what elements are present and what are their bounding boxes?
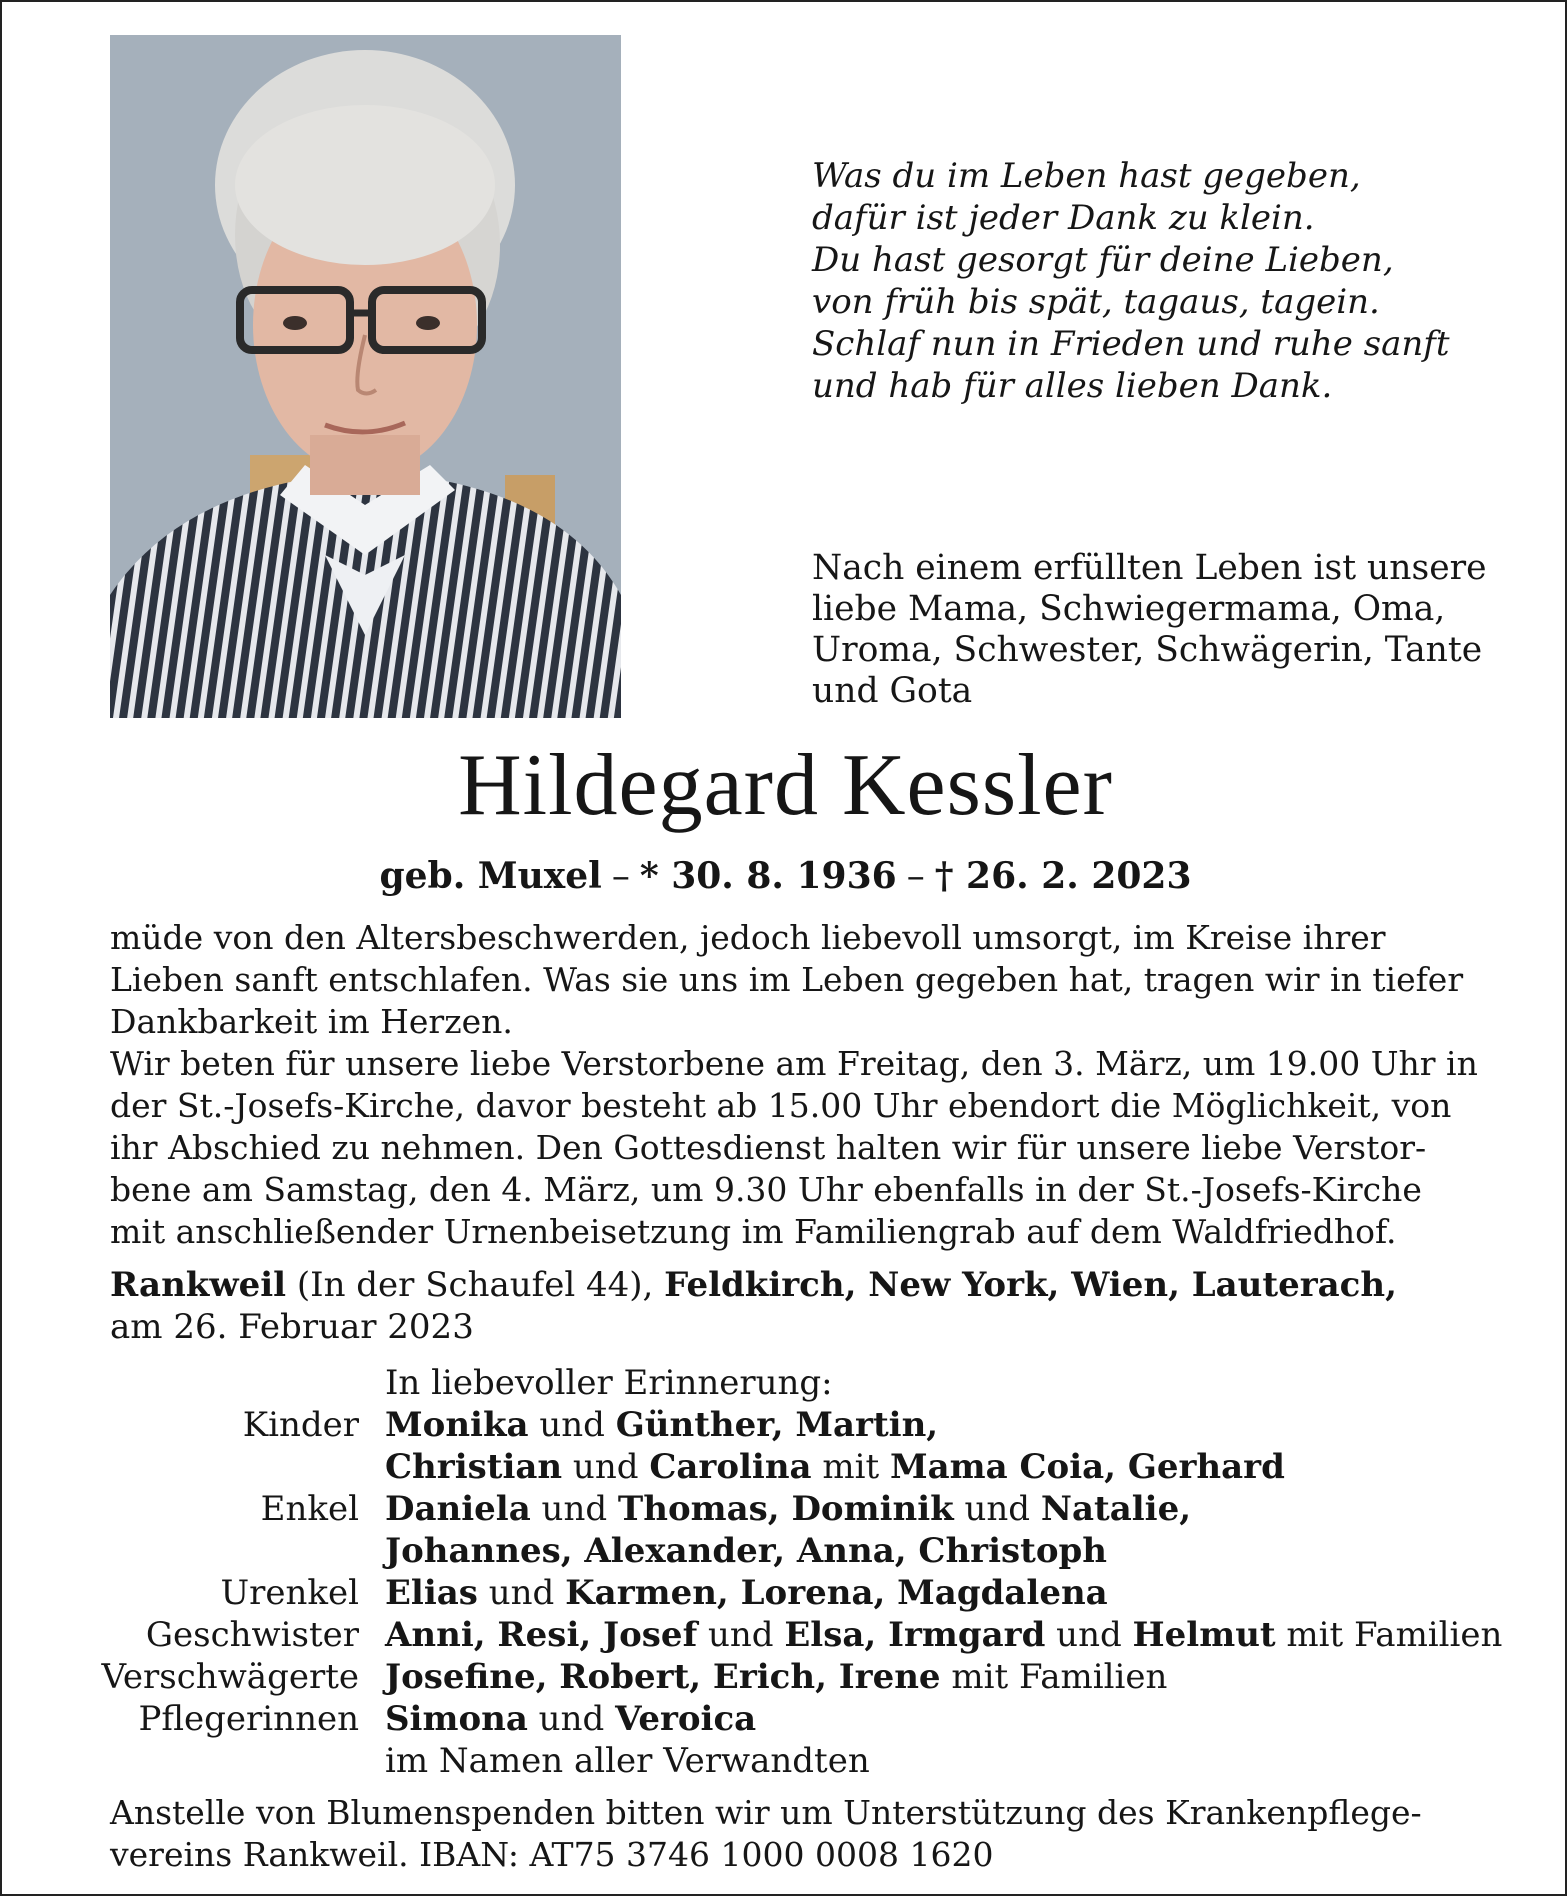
death-date: † 26. 2. 2023 bbox=[934, 855, 1192, 897]
maiden-name: geb. Muxel bbox=[379, 855, 602, 897]
relation-label bbox=[97, 1530, 385, 1572]
relative-name: Josefine, Robert, Erich, Irene bbox=[385, 1657, 941, 1697]
family-names bbox=[385, 1698, 756, 1740]
poem-line: und hab für alles lieben Dank. bbox=[812, 366, 1333, 406]
body-line: der St.-Josefs-Kirche, davor besteht ab 15.00 Uhr ebendort die Möglichkeit, von bbox=[110, 1086, 1452, 1125]
relative-name: Karmen, Lorena, Magdalena bbox=[565, 1573, 1108, 1613]
announcement-body bbox=[110, 917, 1478, 1253]
place-town: Rankweil bbox=[110, 1265, 287, 1305]
body-line: Wir beten für unsere liebe Verstorbene am Freitag, den 3. März, um 19.00 Uhr in bbox=[110, 1044, 1478, 1083]
relative-name: Simona bbox=[385, 1699, 528, 1739]
relation-label: Urenkel bbox=[220, 1573, 359, 1613]
life-dates bbox=[2, 854, 1567, 899]
connector-text: und bbox=[530, 1489, 618, 1529]
family-row bbox=[97, 1698, 1497, 1740]
donation-line: Anstelle von Blumenspenden bitten wir um Unterstützung des Krankenpflege- bbox=[110, 1793, 1422, 1832]
donation-note bbox=[110, 1792, 1510, 1876]
family-names bbox=[385, 1404, 938, 1446]
portrait-illustration bbox=[110, 35, 621, 718]
poem-line: von früh bis spät, tagaus, tagein. bbox=[812, 282, 1380, 322]
relation-label: Kinder bbox=[242, 1405, 359, 1445]
family-names bbox=[385, 1488, 1191, 1530]
body-line: ihr Abschied zu nehmen. Den Gottesdienst halten wir für unsere liebe Verstor- bbox=[110, 1128, 1427, 1167]
connector-text: mit Familien bbox=[1275, 1615, 1503, 1655]
connector-text: und bbox=[477, 1573, 566, 1613]
relative-name: Elsa, Irmgard bbox=[784, 1615, 1046, 1655]
family-row bbox=[97, 1530, 1497, 1572]
place-others: Feldkirch, New York, Wien, Lauterach, bbox=[664, 1265, 1397, 1305]
poem bbox=[812, 155, 1512, 407]
family-rows bbox=[97, 1404, 1503, 1740]
family-names bbox=[385, 1572, 1108, 1614]
deceased-name: Hildegard Kessler bbox=[458, 737, 1113, 834]
intro-line: Nach einem erfüllten Leben ist unsere bbox=[812, 548, 1487, 588]
family-heading: In liebevoller Erinnerung: bbox=[385, 1363, 833, 1403]
relation-label: Enkel bbox=[260, 1489, 359, 1529]
relative-name: Daniela bbox=[385, 1489, 531, 1529]
poem-line: dafür ist jeder Dank zu klein. bbox=[812, 198, 1315, 238]
family-row bbox=[97, 1656, 1497, 1698]
connector-text: mit bbox=[811, 1447, 890, 1487]
relative-name: Carolina bbox=[649, 1447, 812, 1487]
portrait-photo bbox=[110, 35, 621, 718]
intro-text bbox=[812, 548, 1487, 712]
relative-name: Helmut bbox=[1132, 1615, 1276, 1655]
connector-text: mit Familien bbox=[940, 1657, 1168, 1697]
family-row bbox=[97, 1404, 1497, 1446]
date-separator: – bbox=[906, 856, 925, 897]
family-row bbox=[97, 1614, 1503, 1656]
date-separator: – bbox=[611, 856, 630, 897]
relative-name: Anni, Resi, Josef bbox=[385, 1615, 698, 1655]
relative-name: Thomas, Dominik bbox=[617, 1489, 954, 1529]
poem-line: Was du im Leben hast gegeben, bbox=[812, 156, 1361, 196]
family-row bbox=[97, 1446, 1497, 1488]
body-line: müde von den Altersbeschwerden, jedoch liebevoll umsorgt, im Kreise ihrer bbox=[110, 918, 1386, 957]
place-and-date bbox=[110, 1264, 1470, 1348]
connector-text: und bbox=[1045, 1615, 1133, 1655]
relative-name: Günther, Martin, bbox=[615, 1405, 939, 1445]
body-line: bene am Samstag, den 4. März, um 9.30 Uhr ebenfalls in der St.-Josefs-Kirche bbox=[110, 1170, 1422, 1209]
family-names bbox=[385, 1530, 1107, 1572]
family-row bbox=[97, 1488, 1497, 1530]
connector-text: und bbox=[527, 1699, 616, 1739]
connector-text: und bbox=[562, 1447, 650, 1487]
relative-name: Johannes, Alexander, Anna, Christoph bbox=[385, 1531, 1108, 1571]
place-address: (In der Schaufel 44), bbox=[286, 1265, 665, 1305]
family-names bbox=[385, 1614, 1502, 1656]
connector-text: und bbox=[953, 1489, 1041, 1529]
poem-line: Schlaf nun in Frieden und ruhe sanft bbox=[812, 324, 1450, 364]
relative-name: Veroica bbox=[615, 1699, 757, 1739]
relation-label: Pflegerinnen bbox=[138, 1699, 359, 1739]
connector-text: und bbox=[697, 1615, 785, 1655]
donation-line: vereins Rankweil. IBAN: AT75 3746 1000 0008 1620 bbox=[110, 1835, 994, 1874]
intro-line: Uroma, Schwester, Schwägerin, Tante bbox=[812, 630, 1483, 670]
relation-label bbox=[97, 1446, 385, 1488]
family-names bbox=[385, 1446, 1285, 1488]
family-names bbox=[385, 1656, 1167, 1698]
birth-date: * 30. 8. 1936 bbox=[639, 855, 897, 897]
relative-name: Natalie, bbox=[1040, 1489, 1192, 1529]
body-line: Dankbarkeit im Herzen. bbox=[110, 1002, 513, 1041]
intro-line: liebe Mama, Schwiegermama, Oma, bbox=[812, 589, 1446, 629]
relative-name: Mama Coia, Gerhard bbox=[889, 1447, 1285, 1487]
family-closing: im Namen aller Verwandten bbox=[385, 1741, 870, 1781]
family-list bbox=[97, 1362, 1503, 1782]
intro-line: und Gota bbox=[812, 671, 973, 711]
relative-name: Christian bbox=[385, 1447, 563, 1487]
poem-line: Du hast gesorgt für deine Lieben, bbox=[812, 240, 1394, 280]
body-line: mit anschließender Urnenbeisetzung im Familiengrab auf dem Waldfriedhof. bbox=[110, 1212, 1397, 1251]
connector-text: und bbox=[528, 1405, 616, 1445]
relation-label: Verschwägerte bbox=[101, 1657, 359, 1697]
family-row bbox=[97, 1572, 1497, 1614]
body-line: Lieben sanft entschlafen. Was sie uns im Leben gegeben hat, tragen wir in tiefer bbox=[110, 960, 1464, 999]
relation-label: Geschwister bbox=[145, 1615, 359, 1655]
notice-date: am 26. Februar 2023 bbox=[110, 1307, 474, 1347]
relative-name: Elias bbox=[385, 1573, 478, 1613]
relative-name: Monika bbox=[385, 1405, 529, 1445]
